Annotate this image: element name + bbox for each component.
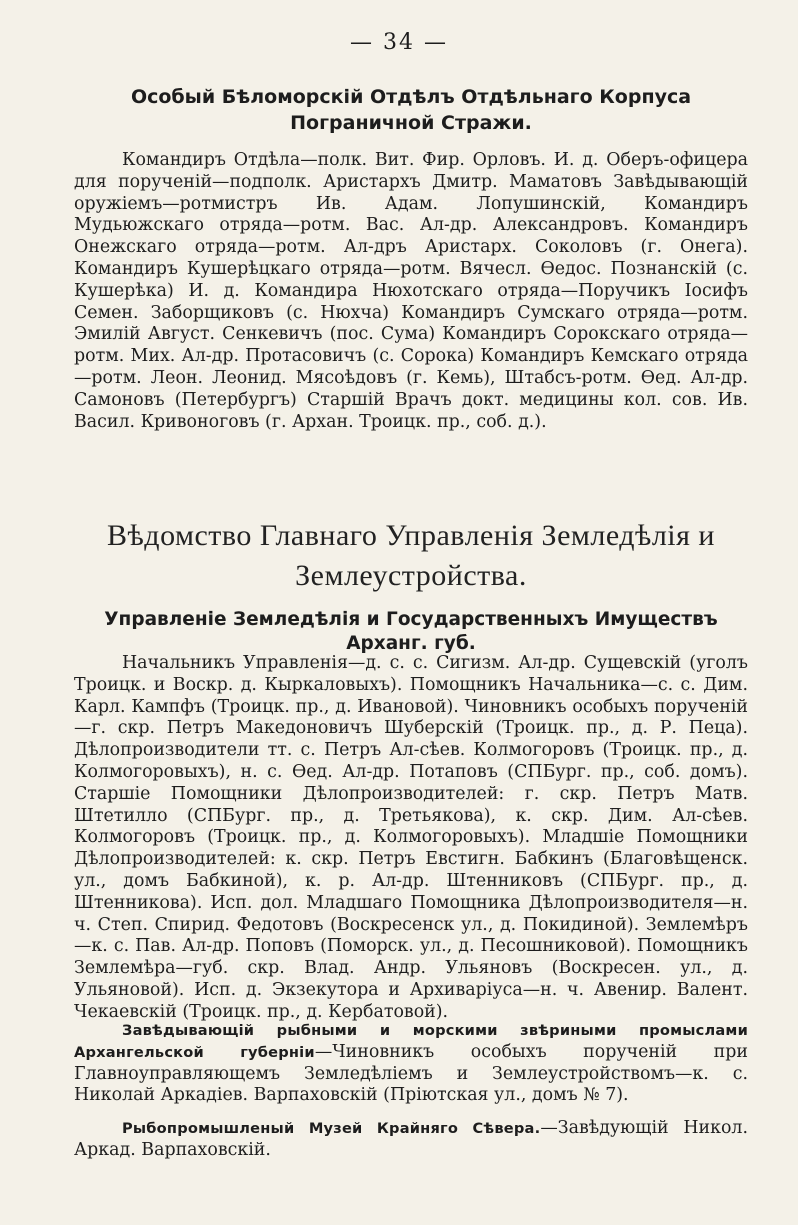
ministry-heading: Вѣдомство Главнаго Управленія Земледѣлія и Землеустройства. [107,519,715,592]
museum-paragraph [74,1118,748,1162]
page-number: — 34 — [350,30,448,55]
department-staff-paragraph: Начальникъ Управленія—д. с. с. Сигизм. Ал-др. Сущевскій (уголъ Троицк. и Воскр. д. Кыркаловыхъ). Помощникъ Начальника—с. с. Дим. Карл. Кампфъ (Троицк. пр., д. Ивановой). Чиновникъ особыхъ порученій—г. скр. Петръ Македоновичъ Шуберскій (Троицк. пр., д. Р. Пеца). Дѣлопроизводители тт. с. Петръ Ал-сѣев. Колмогоровъ (Троицк. пр., д. Колмогоровыхъ), н. с. Ѳед. Ал-др. Потаповъ (СПБург. пр., соб. домъ). Старшіе Помощники Дѣлопроизводителей: г. скр. Петръ Матв. Штетилло (СПБург. пр., д. Третьякова), к. скр. Дим. Ал-сѣев. Колмогоровъ (Троицк. пр., д. Колмогоровыхъ). Младшіе Помощники Дѣлопроизводителей: к. скр. Петръ Евстигн. Бабкинъ (Благовѣщенск. ул., домъ Бабкиной), к. р. Ал-др. Штенниковъ (СПБург. пр., д. Штенникова). Исп. дол. Младшаго Помощника Дѣлопроизводителя—н. ч. Степ. Спирид. Федотовъ (Воскресенск ул., д. Покидиной). Землемѣръ—к. с. Пав. Ал-др. Поповъ (Поморск. ул., д. Песошниковой). Помощникъ Землемѣра—губ. скр. Влад. Андр. Ульяновъ (Воскресен. ул., д. Ульяновой). Исп. д. Экзекутора и Архиваріуса—н. ч. Авенир. Валент. Чекаевскій (Троицк. пр., д. Кербатовой). [74,653,748,1022]
museum-lead: Рыбопромышленый Музей Крайняго Сѣвера. [122,1120,541,1137]
fisheries-paragraph [74,1020,748,1107]
fisheries-text: —Чиновникъ особыхъ порученій при Главноуправляющемъ Земледѣліемъ и Землеустройствомъ—к. с. Николай Аркадіев. Варпаховскій (Пріютская ул., домъ № 7). [74,1041,748,1106]
border-guard-paragraph: Командиръ Отдѣла—полк. Вит. Фир. Орловъ. И. д. Оберъ-офицера для порученій—подполк. Аристархъ Дмитр. Маматовъ Завѣдывающій оружіемъ—ротмистръ Ив. Адам. Лопушинскій, Командиръ Мудьюжскаго отряда—ротм. Вас. Ал-др. Александровъ. Командиръ Онежскаго отряда—ротм. Ал-дръ Аристарх. Соколовъ (г. Онега). Командиръ Кушерѣцкаго отряда—ротм. Вячесл. Ѳедос. Познанскій (с. Кушерѣка) И. д. Командира Нюхотскаго отряда—Поручикъ Іосифъ Семен. Заборщиковъ (с. Нюхча) Командиръ Сумскаго отряда—ротм. Эмилій Август. Сенкевичъ (пос. Сума) Командиръ Сорокскаго отряда—ротм. Мих. Ал-др. Протасовичъ (с. Сорока) Командиръ Кемскаго отряда—ротм. Леон. Леонид. Мясоѣдовъ (г. Кемь), Штабсъ-ротм. Ѳед. Ал-др. Самоновъ (Петербургъ) Старшій Врачъ докт. медицины кол. сов. Ив. Васил. Кривоноговъ (г. Архан. Троицк. пр., соб. д.). [74,150,748,432]
museum-text: —Завѣдующій Никол. Аркад. Варпаховскій. [74,1118,748,1160]
fisheries-lead: Завѣдывающій рыбными и морскими звѣриными промыслами Архангельской губерніи [74,1022,748,1061]
section-heading-border-guard: Особый Бѣломорскій Отдѣлъ Отдѣльнаго Корпуса Пограничной Стражи. [130,86,692,134]
department-subheading: Управленіе Земледѣлія и Государственныхъ Имуществъ Арханг. губ. [104,609,718,654]
